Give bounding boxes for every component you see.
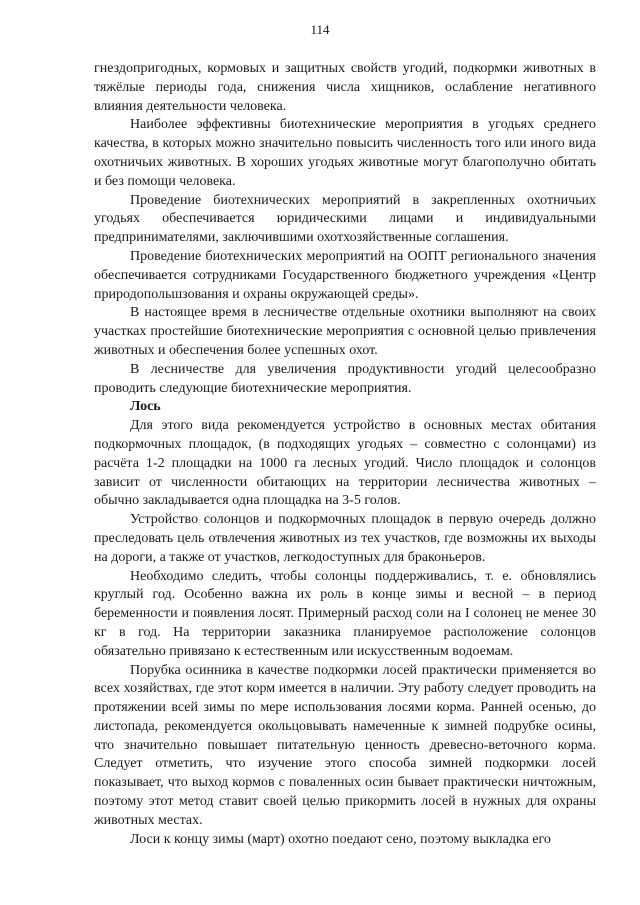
- paragraph: Лоси к концу зимы (март) охотно поедают сено, поэтому выкладка его: [130, 831, 551, 847]
- page-number: 114: [310, 22, 330, 37]
- paragraph: В настоящее время в лесничестве отдельные охотники выполняют на своих участках простейшие биотехнические мероприятия с основной целью привлечения животных и обеспечения более успешных охот.: [94, 305, 596, 358]
- body-text: [94, 60, 596, 849]
- paragraph: Проведение биотехнических мероприятий в закрепленных охотничьих угодьях обеспечивается юридическими лицами и индивидуальными предпринимателями, заключившими охотхозяйственные соглашения.: [94, 192, 596, 246]
- paragraph-continued: гнездопригодных, кормовых и защитных свойств угодий, подкормки животных в тяжёлые периоды года, снижения числа хищников, ослабление негативного влияния деятельности человека.: [94, 61, 596, 114]
- paragraph: Проведение биотехнических мероприятий на ООПТ регионального значения обеспечивается сотрудниками Государственного бюджетного учреждения «Центр природопольшзования и охраны окружающей среды».: [94, 248, 596, 302]
- paragraph: Для этого вида рекомендуется устройство в основных местах обитания подкормочных площадок, (в подходящих угодьях – совместно с солонцами) из расчёта 1-2 площадки на 1000 га лесных угодий. Число площадок и солонцов зависит от численности обитающих на территории лесничества животных – обычно закладывается одна площадка на 3-5 голов.: [94, 418, 596, 509]
- paragraph: В лесничестве для увеличения продуктивности угодий целесообразно проводить следующие биотехнические мероприятия.: [94, 361, 596, 396]
- paragraph: Устройство солонцов и подкормочных площадок в первую очередь должно преследовать цель отвлечения животных из тех участков, где возможны их выходы на дороги, а также от участков, легкодоступных для браконьеров.: [94, 512, 596, 565]
- paragraph: Порубка осинника в качестве подкормки лосей практически применяется во всех хозяйствах, где этот корм имеется в наличии. Эту работу следует проводить на протяжении всей зимы по мере использования лосями корма. Ранней осенью, до листопада, рекомендуется окольцовывать намеченные к зимней подрубке осины, что значительно повышает питательную ценность древесно-веточного корма. Следует отметить, что изучение этого способа зимней подкормки лосей показывает, что выход кормов с поваленных осин бывает практически ничтожным, поэтому этот метод ставит своей целью прикормить лосей в нужных для охраны животных местах.: [94, 662, 596, 828]
- section-heading: Лось: [130, 399, 161, 415]
- paragraph: Необходимо следить, чтобы солонцы поддерживались, т. е. обновлялись круглый год. Особенно важна их роль в конце зимы и весной – в период беременности и появления лосят. Примерный расход соли на I солонец не менее 30 кг в год. На территории заказника планируемое расположение солонцов обязательно привязано к естественным или искусственным водоемам.: [94, 568, 596, 659]
- paragraph: Наиболее эффективны биотехнические мероприятия в угодьях среднего качества, в которых можно значительно повысить численность того или иного вида охотничьих животных. В хороших угодьях животные могут благополучно обитать и без помощи человека.: [94, 117, 596, 189]
